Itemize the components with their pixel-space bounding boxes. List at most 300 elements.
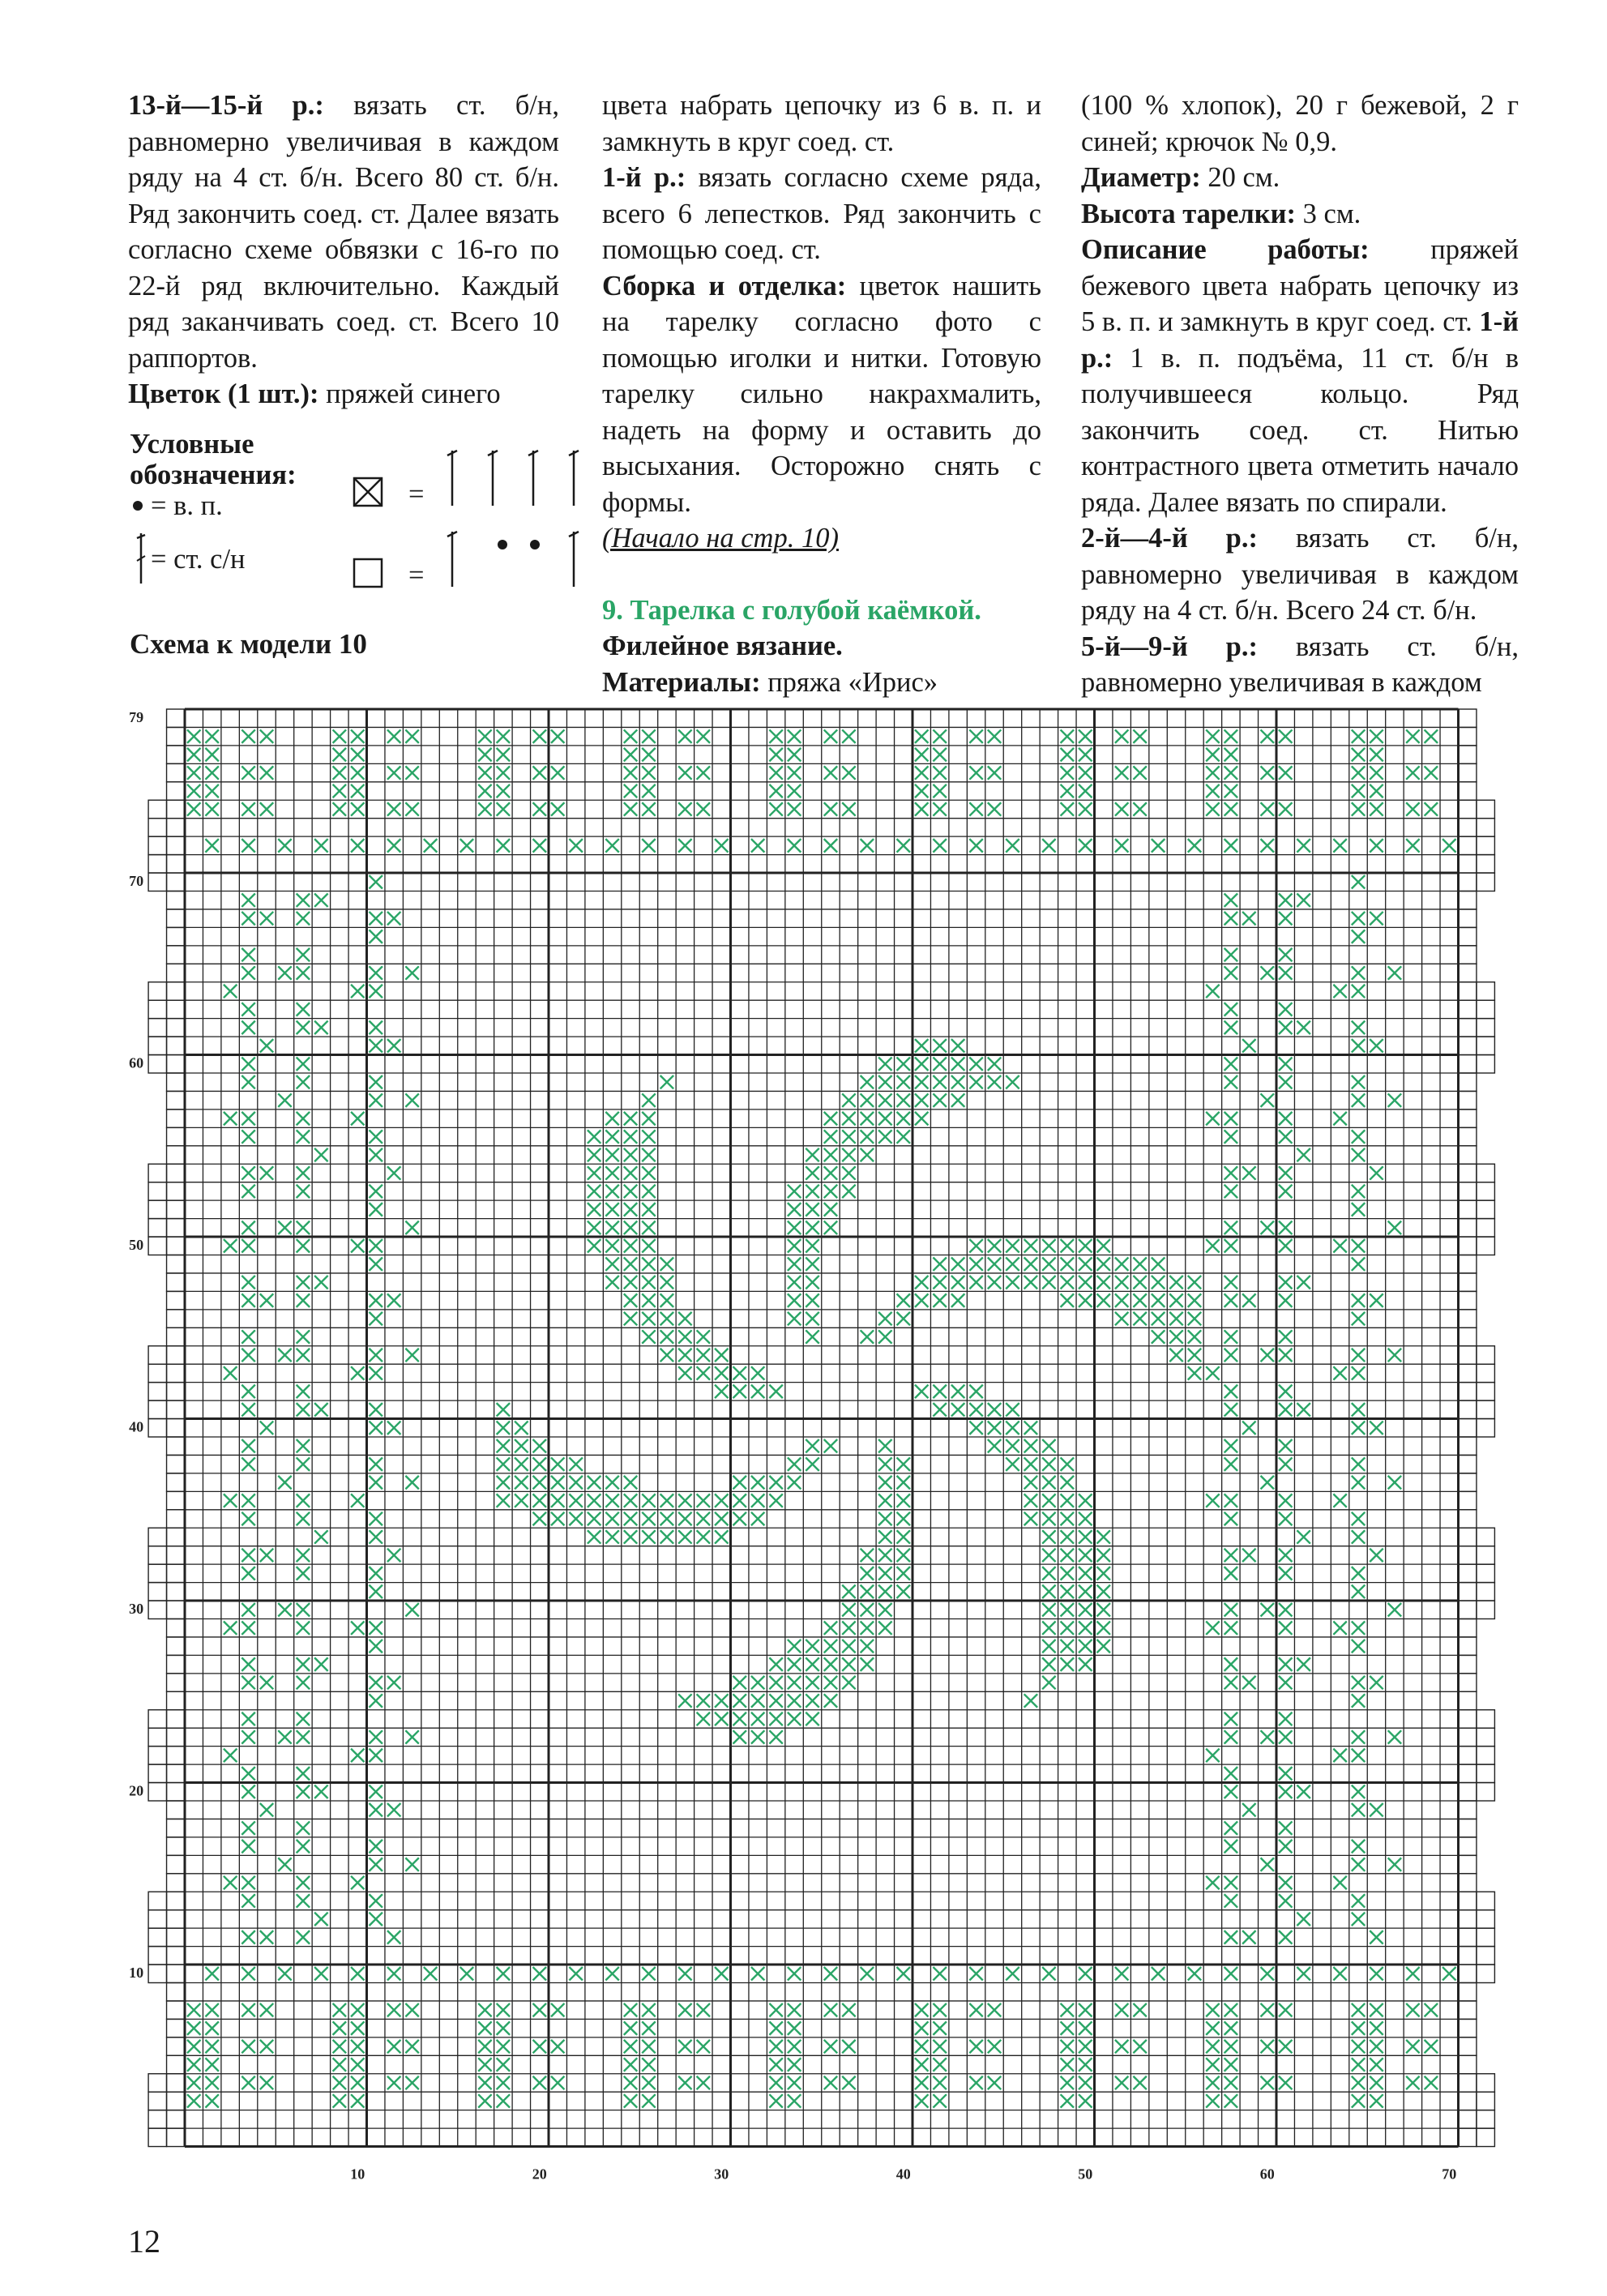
cross-mark bbox=[605, 1221, 618, 1234]
cross-mark bbox=[387, 1930, 400, 1943]
cross-mark bbox=[933, 1258, 946, 1271]
y-axis-label: 70 bbox=[129, 873, 144, 890]
cross-mark bbox=[1224, 1293, 1237, 1306]
cross-mark bbox=[861, 1130, 874, 1143]
chain-stitch-icon bbox=[130, 498, 147, 515]
cross-mark bbox=[897, 1130, 910, 1143]
cross-mark bbox=[933, 1403, 946, 1416]
paragraph-diameter bbox=[1081, 160, 1519, 196]
cross-mark bbox=[1042, 1549, 1055, 1562]
cross-mark bbox=[660, 1494, 673, 1507]
cross-mark bbox=[297, 1293, 310, 1306]
cross-mark bbox=[205, 785, 218, 797]
cross-mark bbox=[260, 1039, 273, 1052]
cross-mark bbox=[788, 1239, 801, 1252]
cross-mark bbox=[1206, 1494, 1219, 1507]
cross-mark bbox=[624, 785, 637, 797]
cross-mark bbox=[1061, 2021, 1074, 2034]
cross-mark bbox=[1224, 1767, 1237, 1780]
cross-mark bbox=[605, 1148, 618, 1161]
chart-grid bbox=[148, 709, 1494, 2147]
cross-mark bbox=[878, 1622, 891, 1635]
assembly-text: цветок нашить на тарелку согласно фото с помощью иголки и нитки. Готовую тарелку сильно накрахмалить, надеть на форму и оставить до высыхания. Осторожно снять с формы. bbox=[602, 270, 1041, 518]
cross-mark bbox=[387, 1166, 400, 1179]
cross-mark bbox=[788, 1676, 801, 1689]
cross-mark bbox=[370, 1148, 383, 1161]
cross-mark bbox=[605, 1476, 618, 1489]
cross-mark bbox=[642, 1203, 655, 1216]
cross-mark bbox=[751, 1512, 764, 1525]
cross-mark bbox=[241, 1930, 254, 1943]
cross-mark bbox=[1115, 1312, 1128, 1325]
cross-mark bbox=[1279, 1112, 1292, 1125]
cross-mark bbox=[370, 1530, 383, 1543]
cross-mark bbox=[660, 1512, 673, 1525]
cross-mark bbox=[788, 2040, 801, 2053]
cross-mark bbox=[897, 1112, 910, 1125]
cross-mark bbox=[1224, 1112, 1237, 1125]
cross-mark bbox=[1279, 766, 1292, 779]
cross-mark bbox=[387, 2076, 400, 2089]
cross-mark bbox=[1352, 1785, 1365, 1798]
cross-mark bbox=[1079, 2040, 1092, 2053]
cross-mark bbox=[1224, 1058, 1237, 1071]
legend-title-1: Условные bbox=[130, 429, 254, 460]
cross-mark bbox=[370, 875, 383, 888]
cross-mark bbox=[1224, 1075, 1237, 1088]
cross-mark bbox=[733, 1712, 746, 1725]
cross-mark bbox=[605, 1239, 618, 1252]
cross-mark bbox=[751, 1967, 764, 1980]
cross-mark bbox=[297, 1403, 310, 1416]
cross-mark bbox=[1279, 1166, 1292, 1179]
cross-mark bbox=[878, 1330, 891, 1343]
cross-mark bbox=[1206, 1239, 1219, 1252]
cross-mark bbox=[405, 966, 418, 979]
cross-mark bbox=[297, 1676, 310, 1689]
cross-mark bbox=[1061, 1603, 1074, 1616]
cross-mark bbox=[405, 1221, 418, 1234]
cross-mark bbox=[1188, 1330, 1201, 1343]
cross-mark bbox=[405, 2003, 418, 2016]
cross-mark bbox=[806, 1276, 818, 1289]
cross-mark bbox=[370, 1075, 383, 1088]
cross-mark bbox=[642, 2058, 655, 2071]
cross-mark bbox=[624, 2040, 637, 2053]
cross-mark bbox=[1224, 948, 1237, 961]
cross-mark bbox=[1097, 1585, 1110, 1598]
cross-mark bbox=[969, 729, 982, 742]
cross-mark bbox=[241, 1239, 254, 1252]
cross-mark bbox=[1061, 1457, 1074, 1470]
cross-mark bbox=[1352, 1640, 1365, 1653]
cross-mark bbox=[697, 1349, 710, 1362]
cross-mark bbox=[988, 2003, 1001, 2016]
cross-mark bbox=[1206, 2021, 1219, 2034]
cross-mark bbox=[1261, 766, 1274, 779]
cross-mark bbox=[1133, 2040, 1146, 2053]
cross-mark bbox=[478, 748, 491, 761]
cross-mark bbox=[1352, 1021, 1365, 1034]
cross-mark bbox=[1042, 1476, 1055, 1489]
cross-mark bbox=[897, 1585, 910, 1598]
cross-mark bbox=[1133, 1293, 1146, 1306]
cross-mark bbox=[314, 1021, 327, 1034]
cross-mark bbox=[370, 1749, 383, 1762]
cross-mark bbox=[733, 1676, 746, 1689]
cross-mark bbox=[1042, 1567, 1055, 1580]
cross-mark bbox=[642, 1166, 655, 1179]
cross-mark bbox=[333, 785, 346, 797]
cross-mark bbox=[370, 1694, 383, 1707]
cross-mark bbox=[624, 1221, 637, 1234]
cross-mark bbox=[1079, 1585, 1092, 1598]
cross-mark bbox=[241, 1512, 254, 1525]
cross-mark bbox=[1425, 2040, 1438, 2053]
cross-mark bbox=[624, 2003, 637, 2016]
y-axis-label: 10 bbox=[129, 1965, 144, 1982]
cross-mark bbox=[405, 1603, 418, 1616]
cross-mark bbox=[933, 1967, 946, 1980]
cross-mark bbox=[370, 1422, 383, 1434]
cross-mark bbox=[370, 1203, 383, 1216]
cross-mark bbox=[1297, 1148, 1310, 1161]
cross-mark bbox=[1242, 1293, 1255, 1306]
cross-mark bbox=[1224, 839, 1237, 852]
cross-mark bbox=[624, 802, 637, 815]
cross-mark bbox=[915, 729, 928, 742]
cross-mark bbox=[497, 748, 510, 761]
cross-mark bbox=[370, 1476, 383, 1489]
cross-mark bbox=[1352, 1694, 1365, 1707]
cross-mark bbox=[678, 729, 691, 742]
cross-mark bbox=[697, 2076, 710, 2089]
cross-mark bbox=[733, 1494, 746, 1507]
cross-mark bbox=[1079, 729, 1092, 742]
cross-mark bbox=[733, 1366, 746, 1379]
cross-mark bbox=[1224, 1457, 1237, 1470]
cross-mark bbox=[806, 1676, 818, 1689]
cross-mark bbox=[1152, 1293, 1165, 1306]
cross-mark bbox=[624, 2021, 637, 2034]
cross-mark bbox=[551, 2003, 564, 2016]
cross-mark bbox=[1279, 1894, 1292, 1907]
cross-mark bbox=[1333, 1622, 1346, 1635]
cross-mark bbox=[1042, 1439, 1055, 1452]
cross-mark bbox=[241, 1894, 254, 1907]
cross-mark bbox=[1042, 1258, 1055, 1271]
cross-mark bbox=[1370, 1676, 1383, 1689]
cross-mark bbox=[1333, 1366, 1346, 1379]
cross-mark bbox=[824, 802, 837, 815]
cross-mark bbox=[1279, 1821, 1292, 1834]
cross-mark bbox=[678, 1967, 691, 1980]
cross-mark bbox=[824, 839, 837, 852]
cross-mark bbox=[1079, 1967, 1092, 1980]
cross-mark bbox=[1442, 839, 1455, 852]
cross-mark bbox=[1169, 1276, 1182, 1289]
cross-mark bbox=[241, 1457, 254, 1470]
cross-mark bbox=[187, 766, 200, 779]
cross-mark bbox=[1279, 1712, 1292, 1725]
cross-mark bbox=[969, 839, 982, 852]
cross-mark bbox=[314, 1530, 327, 1543]
cross-mark bbox=[460, 839, 473, 852]
cross-mark bbox=[897, 1312, 910, 1325]
cross-mark bbox=[842, 1185, 855, 1198]
cross-mark bbox=[588, 1166, 600, 1179]
cross-mark bbox=[297, 1349, 310, 1362]
cross-mark bbox=[278, 1476, 291, 1489]
rows-13-15-label: 13-й—15-й р.: bbox=[128, 90, 324, 121]
cross-mark bbox=[1024, 1476, 1037, 1489]
flower-text: пряжей синего bbox=[318, 378, 501, 409]
cross-mark bbox=[1224, 748, 1237, 761]
cross-mark bbox=[969, 1276, 982, 1289]
cross-mark bbox=[478, 2003, 491, 2016]
cross-mark bbox=[678, 1366, 691, 1379]
cross-mark bbox=[351, 2003, 364, 2016]
cross-mark bbox=[1406, 1967, 1419, 1980]
cross-mark bbox=[1097, 1239, 1110, 1252]
cross-mark bbox=[1097, 1603, 1110, 1616]
cross-mark bbox=[624, 2094, 637, 2107]
cross-mark bbox=[278, 1603, 291, 1616]
cross-mark bbox=[624, 1293, 637, 1306]
paragraph-flower bbox=[128, 376, 559, 413]
cross-mark bbox=[1061, 1549, 1074, 1562]
cross-mark bbox=[187, 2058, 200, 2071]
cross-mark bbox=[1279, 912, 1292, 925]
cross-mark bbox=[1224, 2058, 1237, 2071]
cross-mark bbox=[933, 1075, 946, 1088]
cross-mark bbox=[1188, 1312, 1201, 1325]
cross-mark bbox=[351, 2058, 364, 2071]
cross-mark bbox=[497, 2058, 510, 2071]
cross-mark bbox=[642, 839, 655, 852]
cross-mark bbox=[497, 1403, 510, 1416]
cross-mark bbox=[1079, 1549, 1092, 1562]
cross-mark bbox=[1061, 1494, 1074, 1507]
filled-cell-stitches-icon bbox=[446, 444, 588, 509]
cross-mark bbox=[351, 2076, 364, 2089]
cross-mark bbox=[1297, 1657, 1310, 1670]
cross-mark bbox=[1352, 1476, 1365, 1489]
cross-mark bbox=[297, 1657, 310, 1670]
cross-mark bbox=[278, 1221, 291, 1234]
cross-mark bbox=[205, 766, 218, 779]
cross-mark bbox=[224, 985, 237, 998]
cross-mark bbox=[605, 839, 618, 852]
cross-mark bbox=[1224, 1221, 1237, 1234]
cross-mark bbox=[1352, 1185, 1365, 1198]
cross-mark bbox=[551, 1494, 564, 1507]
cross-mark bbox=[751, 1694, 764, 1707]
cross-mark bbox=[314, 1967, 327, 1980]
cross-mark bbox=[1406, 2003, 1419, 2016]
cross-mark bbox=[1297, 1530, 1310, 1543]
cross-mark bbox=[988, 729, 1001, 742]
cross-mark bbox=[588, 1512, 600, 1525]
cross-mark bbox=[297, 1239, 310, 1252]
cross-mark bbox=[405, 2076, 418, 2089]
cross-mark bbox=[1370, 2040, 1383, 2053]
cross-mark bbox=[297, 1549, 310, 1562]
cross-mark bbox=[788, 1293, 801, 1306]
cross-mark bbox=[933, 2058, 946, 2071]
cross-mark bbox=[1079, 1640, 1092, 1653]
cross-mark bbox=[861, 1330, 874, 1343]
cross-mark bbox=[1006, 1439, 1019, 1452]
y-axis-label: 60 bbox=[129, 1054, 144, 1071]
cross-mark bbox=[897, 1494, 910, 1507]
cross-mark bbox=[1352, 1730, 1365, 1743]
cross-mark bbox=[241, 1840, 254, 1853]
cross-mark bbox=[1352, 1858, 1365, 1871]
cross-mark bbox=[241, 1021, 254, 1034]
cross-mark bbox=[1333, 1749, 1346, 1762]
cross-mark bbox=[751, 1385, 764, 1398]
cross-mark bbox=[405, 1858, 418, 1871]
cross-mark bbox=[533, 802, 546, 815]
cross-mark bbox=[769, 766, 782, 779]
cross-mark bbox=[1333, 839, 1346, 852]
cross-mark bbox=[751, 839, 764, 852]
cross-mark bbox=[988, 1422, 1001, 1434]
cross-mark bbox=[969, 766, 982, 779]
cross-mark bbox=[1242, 1422, 1255, 1434]
x-axis-label: 50 bbox=[1078, 2166, 1093, 2183]
cross-mark bbox=[842, 1603, 855, 1616]
cross-mark bbox=[278, 1093, 291, 1106]
cross-mark bbox=[297, 1712, 310, 1725]
cross-mark bbox=[260, 912, 273, 925]
cross-mark bbox=[1188, 1349, 1201, 1362]
cross-mark bbox=[1079, 1258, 1092, 1271]
cross-mark bbox=[1370, 748, 1383, 761]
cross-mark bbox=[1133, 1312, 1146, 1325]
cross-mark bbox=[387, 2040, 400, 2053]
cross-mark bbox=[842, 1130, 855, 1143]
cross-mark bbox=[497, 1494, 510, 1507]
cross-mark bbox=[951, 1258, 964, 1271]
cross-mark bbox=[297, 1785, 310, 1798]
cross-mark bbox=[769, 729, 782, 742]
cross-mark bbox=[1352, 912, 1365, 925]
cross-mark bbox=[1261, 1858, 1274, 1871]
legend-eq-2: = bbox=[408, 560, 425, 591]
cross-mark bbox=[824, 1203, 837, 1216]
cross-mark bbox=[806, 1330, 818, 1343]
cross-mark bbox=[1279, 1003, 1292, 1015]
cross-mark bbox=[187, 2094, 200, 2107]
cross-mark bbox=[387, 766, 400, 779]
cross-mark bbox=[497, 729, 510, 742]
rows-13-15-text: вязать ст. б/н, равномерно увеличивая в каждом ряду на 4 ст. б/н. Всего 80 ст. б/н. Ряд закончить соед. ст. Далее вязать согласно схеме обвязки с 16-го по 22-й ряд включительно. Каждый ряд заканчивать соед. ст. Всего 10 раппортов. bbox=[128, 90, 559, 374]
cross-mark bbox=[624, 2058, 637, 2071]
rows-5-9-text: вязать ст. б/н, равномерно увеличивая в каждом bbox=[1081, 631, 1519, 698]
cross-mark bbox=[1279, 1494, 1292, 1507]
cross-mark bbox=[624, 2076, 637, 2089]
cross-mark bbox=[1406, 729, 1419, 742]
paragraph-rows-2-4 bbox=[1081, 520, 1519, 629]
cross-mark bbox=[969, 1075, 982, 1088]
cross-mark bbox=[824, 1694, 837, 1707]
cross-mark bbox=[1388, 966, 1401, 979]
cross-mark bbox=[478, 2058, 491, 2071]
cross-mark bbox=[1042, 1530, 1055, 1543]
cross-mark bbox=[1242, 1549, 1255, 1562]
cross-mark bbox=[333, 2094, 346, 2107]
cross-mark bbox=[788, 1457, 801, 1470]
cross-mark bbox=[551, 729, 564, 742]
cross-mark bbox=[1279, 1439, 1292, 1452]
cross-mark bbox=[205, 1967, 218, 1980]
cross-mark bbox=[1224, 1930, 1237, 1943]
cross-mark bbox=[278, 1349, 291, 1362]
cross-mark bbox=[497, 785, 510, 797]
cross-mark bbox=[370, 1622, 383, 1635]
cross-mark bbox=[915, 1293, 928, 1306]
cross-mark bbox=[1024, 1494, 1037, 1507]
cross-mark bbox=[478, 766, 491, 779]
cross-mark bbox=[1206, 1749, 1219, 1762]
cross-mark bbox=[1333, 1239, 1346, 1252]
cross-mark bbox=[1297, 1913, 1310, 1926]
cross-mark bbox=[241, 1494, 254, 1507]
cross-mark bbox=[1006, 1276, 1019, 1289]
cross-mark bbox=[297, 1930, 310, 1943]
cross-mark bbox=[1042, 1640, 1055, 1653]
cross-mark bbox=[241, 1221, 254, 1234]
cross-mark bbox=[1352, 1840, 1365, 1853]
cross-mark bbox=[969, 2003, 982, 2016]
cross-mark bbox=[297, 1494, 310, 1507]
cross-mark bbox=[297, 1512, 310, 1525]
cross-mark bbox=[915, 766, 928, 779]
cross-mark bbox=[969, 1239, 982, 1252]
cross-mark bbox=[1042, 1239, 1055, 1252]
cross-mark bbox=[241, 1967, 254, 1980]
cross-mark bbox=[1352, 1676, 1365, 1689]
cross-mark bbox=[1224, 1603, 1237, 1616]
cross-mark bbox=[769, 1676, 782, 1689]
cross-mark bbox=[1279, 1567, 1292, 1580]
cross-mark bbox=[241, 766, 254, 779]
cross-mark bbox=[478, 2094, 491, 2107]
rows-2-4-label: 2-й—4-й р.: bbox=[1081, 523, 1258, 554]
cross-mark bbox=[1224, 1549, 1237, 1562]
cross-mark bbox=[1352, 1293, 1365, 1306]
cross-mark bbox=[1061, 1293, 1074, 1306]
cross-mark bbox=[1279, 1930, 1292, 1943]
cross-mark bbox=[297, 1730, 310, 1743]
cross-mark bbox=[915, 1075, 928, 1088]
cross-mark bbox=[497, 1457, 510, 1470]
cross-mark bbox=[497, 802, 510, 815]
rows-5-9-label: 5-й—9-й р.: bbox=[1081, 631, 1258, 662]
cross-mark bbox=[642, 1148, 655, 1161]
cross-mark bbox=[1370, 785, 1383, 797]
cross-mark bbox=[1224, 2094, 1237, 2107]
cross-mark bbox=[933, 1058, 946, 1071]
cross-mark bbox=[1406, 802, 1419, 815]
cross-mark bbox=[1388, 1603, 1401, 1616]
cross-mark bbox=[933, 1293, 946, 1306]
cross-mark bbox=[788, 839, 801, 852]
cross-mark bbox=[824, 2003, 837, 2016]
cross-mark bbox=[915, 2058, 928, 2071]
